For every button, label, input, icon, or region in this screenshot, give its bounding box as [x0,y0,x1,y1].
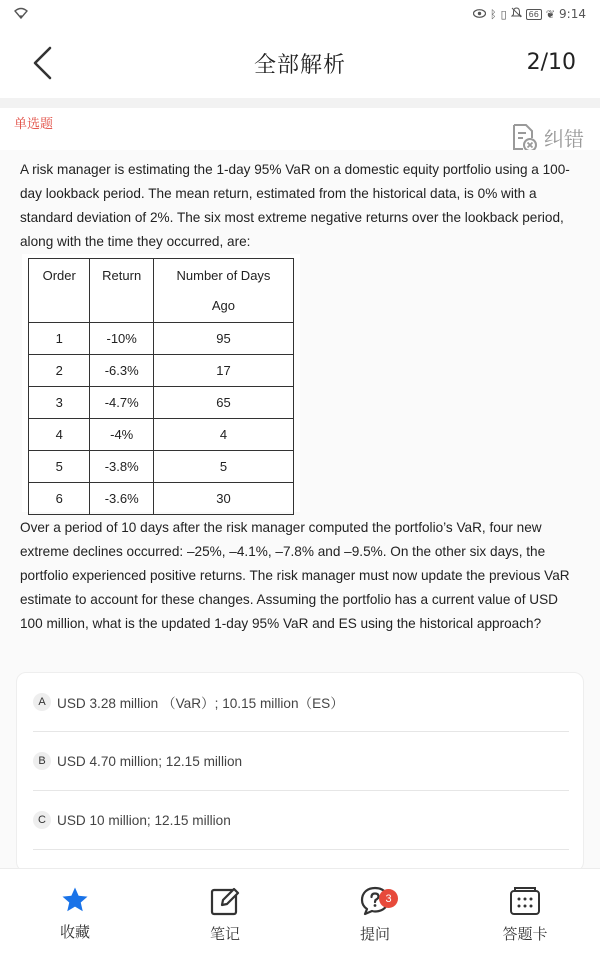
table-cell: -10% [90,323,154,355]
table-header-line: Number of Days [176,268,271,283]
table-header-cell: Return [90,259,154,323]
ask-label: 提问 [359,925,390,943]
table-cell: 30 [153,483,293,515]
table-cell: -6.3% [90,355,154,387]
table-cell: 17 [153,355,293,387]
table-header-cell [153,259,293,323]
report-error-button[interactable] [510,122,584,152]
table-row [29,323,294,355]
table-cell: 2 [29,355,90,387]
table-cell: 65 [153,387,293,419]
table-header-line: Ago [211,298,236,313]
leaf-icon: ❦ [545,7,556,21]
table-cell: 3 [29,387,90,419]
option-text: USD 4.70 million; 12.15 million [57,753,243,769]
table-row [29,387,294,419]
chevron-left-icon [31,46,53,80]
mute-icon [511,7,522,21]
table-cell: 1 [29,323,90,355]
options-card [16,672,584,868]
option-a[interactable] [33,673,569,732]
table-cell: -4% [90,419,154,451]
wifi-icon [14,7,28,22]
table-header-row [29,259,294,323]
bluetooth-icon: ᛒ [489,7,497,21]
question-progress: 2/10 [526,50,576,75]
header [0,28,600,98]
table-cell: 4 [153,419,293,451]
option-letter: C [33,811,51,829]
table-cell: 5 [29,451,90,483]
data-table-image [22,254,300,512]
status-bar [0,0,600,28]
question-type-label: 单选题 [14,117,54,132]
question-content[interactable] [0,150,600,868]
table-cell: -4.7% [90,387,154,419]
report-error-icon [510,122,538,152]
table-cell: -3.6% [90,483,154,515]
answer-card-icon [508,885,542,917]
ask-badge: 3 [379,889,398,908]
extreme-returns-table [28,258,294,515]
star-icon [60,885,90,915]
favorite-tab[interactable] [0,869,150,960]
table-cell: -3.8% [90,451,154,483]
bottom-nav [0,868,600,960]
table-header-cell: Order [29,259,90,323]
table-row [29,419,294,451]
option-text: USD 3.28 million （VaR）; 10.15 million（ES） [57,696,344,711]
question-stem-part1: A risk manager is estimating the 1-day 95% VaR on a domestic equity portfolio using a 100-day lookback period. The mean return, estimated from the historical data, is 0% with a standard deviation of 2%. The six most extreme negative returns over the lookback period, along with the time they occurred, are: [20,162,570,249]
answer-card-tab[interactable] [450,869,600,960]
edit-note-icon [209,885,241,917]
table-cell: 95 [153,323,293,355]
eye-icon [473,8,486,21]
ask-tab[interactable] [300,869,450,960]
option-text: USD 10 million; 12.15 million [57,812,231,828]
favorite-label: 收藏 [59,923,90,941]
header-divider [0,98,600,108]
table-cell: 6 [29,483,90,515]
table-row [29,451,294,483]
notes-label: 笔记 [209,925,240,943]
table-cell: 5 [153,451,293,483]
option-letter: B [33,752,51,770]
option-letter: A [33,693,51,711]
option-c[interactable] [33,791,569,850]
answer-card-label: 答题卡 [502,925,548,943]
table-cell: 4 [29,419,90,451]
report-error-label: 纠错 [544,126,584,151]
page-title: 全部解析 [253,52,346,78]
battery-icon: 66 [526,9,542,20]
table-row [29,355,294,387]
table-row [29,483,294,515]
option-b[interactable] [33,732,569,791]
status-time: 9:14 [559,7,586,21]
question-stem-part2: Over a period of 10 days after the risk manager computed the portfolio’s VaR, four new extreme declines occurred: –25%, –4.1%, –7.8% and –9.5%. On the other six days, the portfolio experienced positive returns. The risk manager must now update the previous VaR estimate to account for these changes. Assuming the portfolio has a current value of USD 100 million, what is the updated 1-day 95% VaR and ES using the historical approach? [20,520,570,631]
status-icons [473,7,586,21]
back-button[interactable] [24,44,60,82]
notes-tab[interactable] [150,869,300,960]
vibrate-icon: ▯ [500,7,507,21]
